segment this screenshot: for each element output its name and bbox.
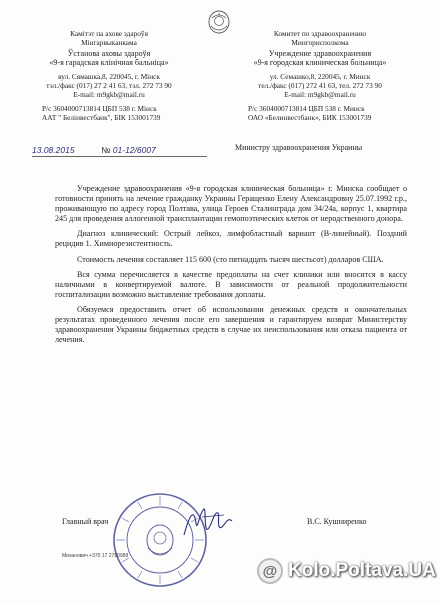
header-phones: тэл./факс (017) 27 2 41 63, тэл. 272 73 90 (46, 80, 172, 90)
signer-name: В.С. Кушниренко (307, 517, 367, 526)
body-paragraph: Диагноз клинический: Острый лейкоз, лимфобластный вариант (В-линейный). Поздний рецидив 1. Химиорезистентность. (55, 229, 407, 249)
header-account: Р/с 3604000713814 ЦБП 538 г. Минск (248, 104, 365, 114)
at-sign-icon: @ (257, 558, 283, 584)
state-emblem-icon (207, 10, 231, 34)
reference-date: 13.08.2015 (32, 145, 75, 155)
executor-contact: Миханович +375 17 2780988 (62, 553, 129, 559)
handwritten-signature-icon (180, 503, 240, 543)
header-org: Камітэт па ахове здароўя (70, 29, 148, 38)
body-paragraph: Учреждение здравоохранения «9-я городская клиническая больница» г. Минска сообщает о готовности принять на лечение гражданку Украины Геращенко Елену Александровну 25.07.1992 г.р., проживающую по адресу город Полтава, улица Героев Сталинграда дом 34/24а, корпус 1, квартира 245 для проведения аллогенной трансплантации гемопоэтических клеток от неродственного донора. (55, 184, 407, 224)
body-paragraph: Стоимость лечения составляет 115 600 (сто пятнадцать тысяч шестьсот) долларов США. (77, 254, 384, 264)
body-paragraph: Обязуемся предоставить отчет об использовании денежных средств и окончательных результатах проведенного лечения после его завершения и гарантируем возврат Министерству здравоохранения Украины бюджетных средств в случае их неиспользования или отказа пациента от лечения. (55, 304, 407, 345)
body-paragraph: Вся сумма перечисляется в качестве предоплаты на счет клиники или вносится в кассу наличными в конвертируемой валюте. В зависимости от реальной продолжительности госпитализации возможно выставление требования доплаты. (55, 269, 407, 299)
header-email: E-mail: m9gkb@mail.ru (73, 89, 145, 99)
header-account: Р/с 3604000713814 ЦБП 538 г. Мінск (42, 104, 157, 114)
reference-separator: № (101, 145, 111, 155)
header-address: вул. Сямашка,8, 220045, г. Мінск (58, 72, 160, 82)
header-email: E-mail: m9gkb@mail.ru (284, 89, 356, 99)
reference-number: 01-12/6007 (112, 145, 156, 155)
letter-body (55, 184, 407, 350)
header-hospital: «9-я городская клиническая больница» (253, 57, 387, 67)
header-org: Комитет по здравоохранению (273, 29, 367, 38)
header-institution: Учреждение здравоохранения (268, 49, 372, 59)
reference-line (32, 145, 207, 157)
header-parent: Мингорисполкома (291, 37, 349, 47)
header-right-russian (240, 30, 400, 122)
header-address: ул. Семашко,8, 220045, г. Минск (269, 72, 371, 82)
header-bank: ААТ " Белінвестбанк", БІК 153001739 (42, 112, 161, 122)
site-watermark (257, 554, 437, 588)
watermark-text: Kolo.Poltava.UA (288, 560, 436, 581)
addressee: Министру здравоохранения Украины (235, 143, 363, 152)
signer-title: Главный врач (62, 517, 109, 526)
header-hospital: «9-я гарадская клінічная бальніца» (49, 57, 169, 67)
header-phones: тел./факс (017) 272 41 63, тел. 272 73 90 (258, 80, 382, 90)
header-left-belarusian (34, 30, 184, 122)
header-bank: ОАО «Белинвестбанк», БИК 153001739 (248, 112, 372, 122)
header-institution: Ўстанова аховы здароўя (67, 49, 151, 59)
header-parent: Мінгарвыканкама (81, 37, 137, 47)
